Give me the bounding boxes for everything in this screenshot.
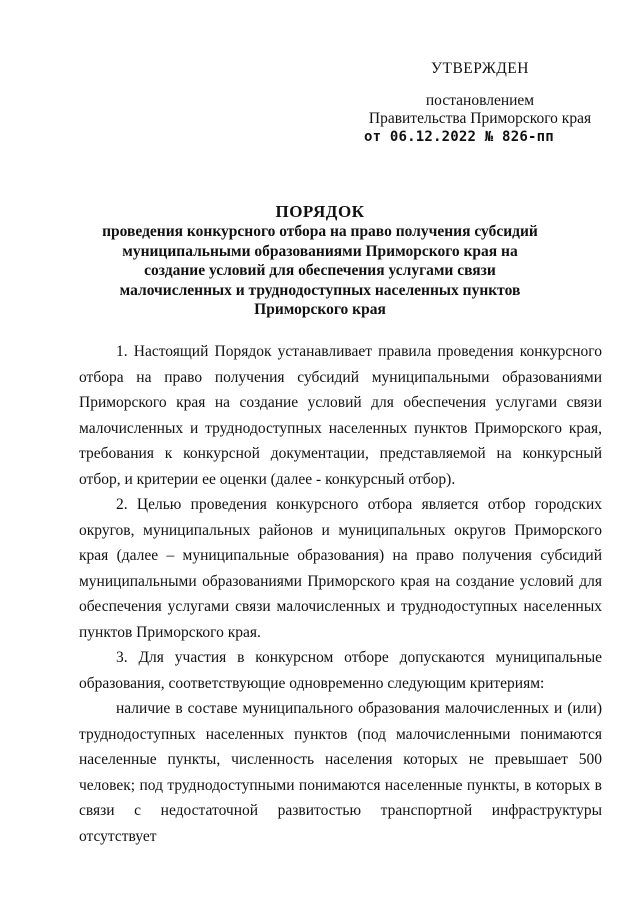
paragraph-2: 2. Целью проведения конкурсного отбора является отбор городских округов, муниципальных районов и муниципальных округов Приморского края (далее – муниципальные образования) на право получения субсидий муниципальными образованиями Приморского края на создание условий для обеспечения услугами связи малочисленных и труднодоступных населенных пунктов Приморского края. xyxy=(79,496,602,641)
paragraph-4: наличие в составе муниципального образования малочисленных и (или) труднодоступных населенных пунктов (под малочисленными понимаются населенные пункты, численность населения которых не превышает 500 человек; под труднодоступными понимаются населенные пункты, в которых в связи с недостаточной развитостью транспортной инфраструктуры отсутствует xyxy=(79,700,602,845)
title-subtitle: проведения конкурсного отбора на право получения субсидий муниципальными образованиями Приморского края на создание условий для обеспечения услугами связи малочисленных и труднодоступных населенных пунктов Приморского края xyxy=(102,223,538,318)
document-body xyxy=(79,339,602,849)
paragraph-3: 3. Для участия в конкурсном отборе допускаются муниципальные образования, соответствующие одновременно следующим критериям: xyxy=(79,649,602,692)
resolution-date-number: от 06.12.2022 № 826-пп xyxy=(364,129,554,145)
approved-label: УТВЕРЖДЕН xyxy=(431,60,529,77)
title-heading: ПОРЯДОК xyxy=(275,202,365,221)
resolution-label: постановлением xyxy=(425,92,535,109)
document-title xyxy=(100,202,540,320)
paragraph-1: 1. Настоящий Порядок устанавливает правила проведения конкурсного отбора на право получения субсидий муниципальными образованиями Приморского края на создание условий для обеспечения услугами связи малочисленных и труднодоступных населенных пунктов Приморского края, требования к конкурсной документации, представляемой на конкурсный отбор, и критерии ее оценки (далее - конкурсный отбор). xyxy=(79,343,602,488)
government-label: Правительства Приморского края xyxy=(368,110,592,127)
approval-stamp xyxy=(360,60,600,146)
